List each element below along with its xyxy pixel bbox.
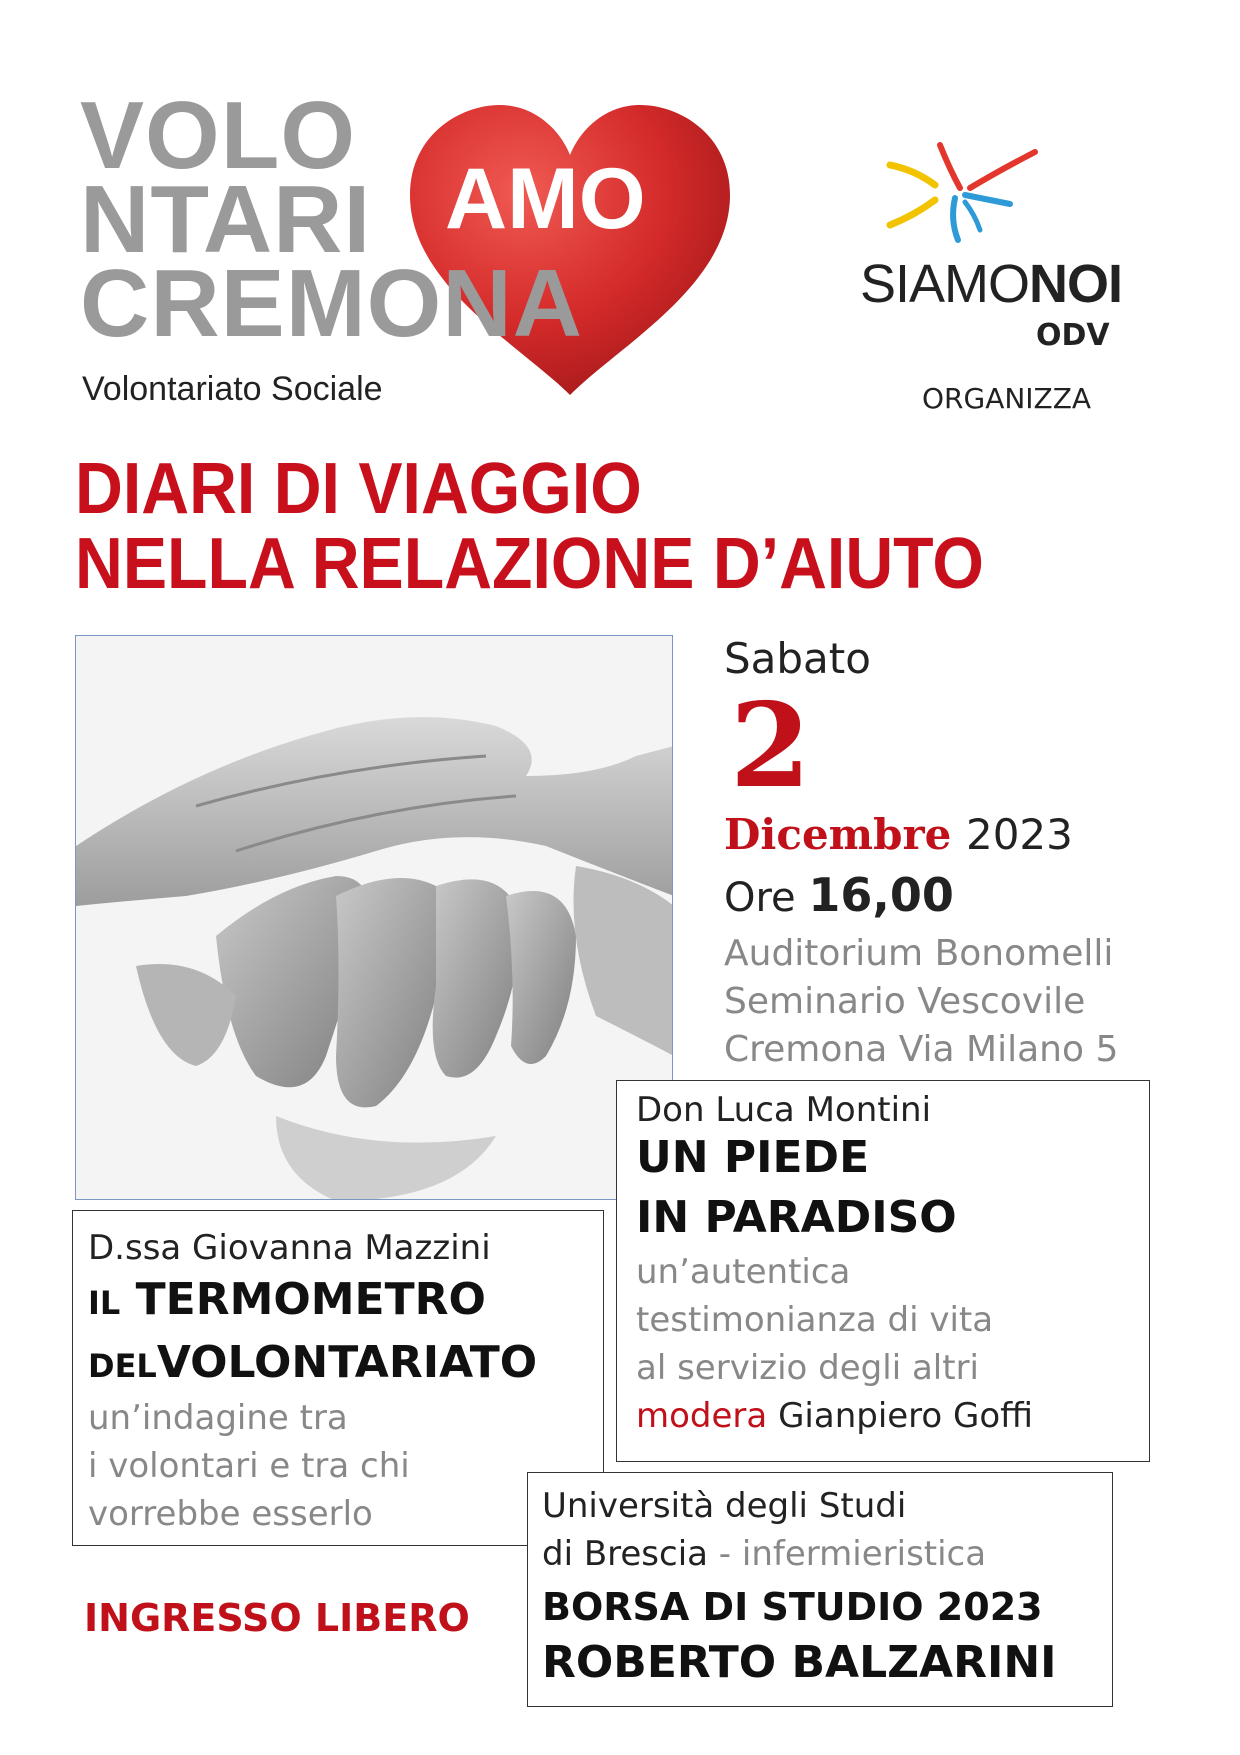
event-month-year: Dicembre 2023 xyxy=(724,810,1073,859)
organizer-name: SIAMONOI xyxy=(860,254,1123,314)
talk1-moderator: modera Gianpiero Goffi xyxy=(636,1396,1034,1436)
venue-line: Cremona Via Milano 5 xyxy=(724,1029,1119,1070)
talk2-desc-line: vorrebbe esserlo xyxy=(88,1494,373,1534)
venue-line: Auditorium Bonomelli xyxy=(724,933,1114,974)
siamonoi-logo-icon xyxy=(880,140,1050,250)
talk2-speaker: D.ssa Giovanna Mazzini xyxy=(88,1228,491,1268)
talk2-title-line1: IL TERMOMETRO xyxy=(88,1274,486,1325)
logo-line-cremona: CREMONA xyxy=(80,250,583,357)
logo-line-ntari: NTARI xyxy=(80,166,372,273)
organizer-suffix: ODV xyxy=(1036,318,1110,353)
talk1-title-line2: IN PARADISO xyxy=(636,1192,957,1243)
heart-text: AMO xyxy=(445,151,646,247)
venue-line: Seminario Vescovile xyxy=(724,981,1086,1022)
organizer-action: ORGANIZZA xyxy=(922,382,1092,415)
talk1-desc-line: testimonianza di vita xyxy=(636,1300,994,1340)
talk3-award-line2: ROBERTO BALZARINI xyxy=(542,1637,1057,1688)
talk3-content xyxy=(542,1482,1057,1690)
talk1-content xyxy=(636,1090,1033,1440)
event-day: 2 xyxy=(730,678,811,814)
logo-line-volo: VOLO xyxy=(80,82,357,189)
talk2-desc-line: i volontari e tra chi xyxy=(88,1446,410,1486)
talk1-speaker: Don Luca Montini xyxy=(636,1090,932,1130)
event-title xyxy=(75,449,984,604)
talk2-content xyxy=(88,1228,537,1538)
talk1-desc-line: al servizio degli altri xyxy=(636,1348,979,1388)
talk2-desc-line: un’indagine tra xyxy=(88,1398,348,1438)
hands-illustration-icon xyxy=(76,636,673,1200)
event-time: Ore 16,00 xyxy=(724,868,954,922)
free-entry-label: INGRESSO LIBERO xyxy=(84,1596,470,1640)
holding-hands-photo xyxy=(75,635,673,1200)
event-title-line2: NELLA RELAZIONE D’AIUTO xyxy=(75,524,984,604)
talk3-award-line1: BORSA DI STUDIO 2023 xyxy=(542,1585,1043,1629)
talk3-institution-line1: Università degli Studi xyxy=(542,1486,907,1526)
event-venue xyxy=(724,930,1118,1074)
event-weekday: Sabato xyxy=(724,634,871,683)
event-title-line1: DIARI DI VIAGGIO xyxy=(75,449,642,529)
talk2-title-line2: DELVOLONTARIATO xyxy=(88,1337,538,1388)
talk1-desc-line: un’autentica xyxy=(636,1252,851,1292)
talk3-institution-line2: di Brescia - infermieristica xyxy=(542,1534,987,1574)
talk1-title-line1: UN PIEDE xyxy=(636,1132,870,1183)
logo-subtitle: Volontariato Sociale xyxy=(82,370,383,408)
